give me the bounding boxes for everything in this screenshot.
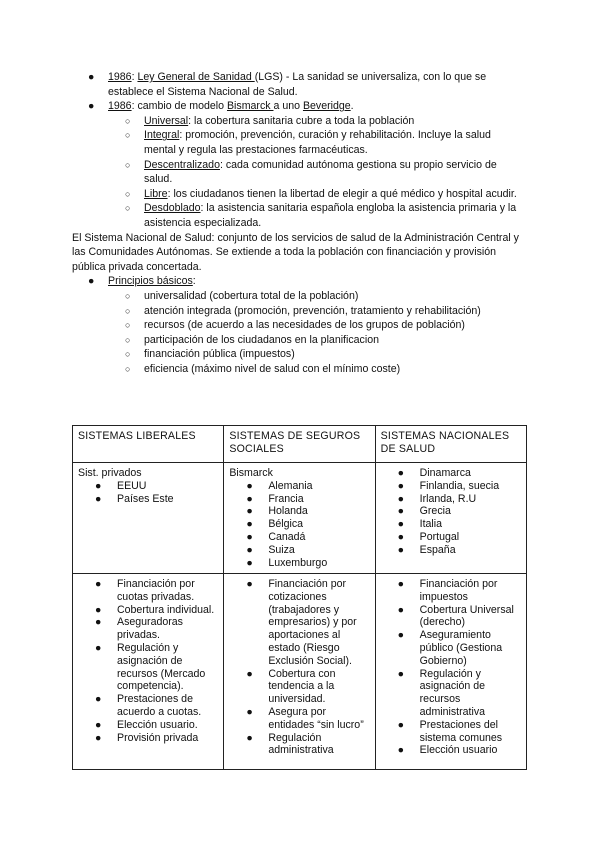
mid: a uno	[273, 100, 303, 113]
cell-title: Sist. privados	[78, 467, 142, 479]
circle-bullet-icon: ○	[125, 305, 131, 316]
basic-item: ○ financiación pública (impuestos)	[125, 348, 295, 361]
cell-seguros-features	[224, 574, 375, 770]
list-item: ● Suiza	[246, 543, 295, 556]
list-item: ● Regulación y asignación de recursos (Mercado competencia).	[95, 641, 206, 693]
list-item: ● Aseguramiento público (Gestiona Gobierno)	[397, 629, 503, 667]
basic-item: ○ universalidad (cobertura total de la población)	[125, 289, 359, 302]
intro-text: (LGS) - La sanidad se universaliza, con lo que se establece el Sistema Nacional de Salud.	[108, 71, 487, 98]
list-item: ● Holanda	[246, 505, 308, 518]
year-link[interactable]: 1986	[108, 71, 132, 83]
list-item: ● Regulación administrativa	[246, 731, 334, 757]
basic-item: ○ recursos (de acuerdo a las necesidades de los grupos de población)	[125, 319, 465, 332]
list-item: ● Asegura por entidades “sin lucro”	[246, 705, 364, 731]
list-item: ● Cobertura individual.	[95, 603, 215, 616]
systems-table	[72, 425, 527, 770]
principle-desc: : cada comunidad autónoma gestiona su propio servicio de salud.	[144, 158, 497, 186]
features-row	[73, 574, 527, 770]
colon: :	[192, 275, 196, 288]
cell-liberales-countries	[73, 463, 224, 574]
principle-term: Universal	[144, 114, 189, 127]
sep: : cambio de modelo	[131, 100, 227, 113]
basic-list	[0, 289, 600, 377]
circle-bullet-icon: ○	[125, 188, 131, 199]
principle-item	[108, 201, 522, 230]
cell-liberales-features	[73, 574, 224, 770]
list-item: ● Prestaciones de acuerdo a cuotas.	[95, 693, 202, 718]
list-item: ● Provisión privada	[95, 731, 199, 744]
list-item: ● Cobertura Universal (derecho)	[397, 603, 514, 629]
list-item: ● Países Este	[95, 492, 174, 505]
principle-desc: : los ciudadanos tienen la libertad de elegir a qué médico y hospital acudir.	[167, 187, 517, 200]
list-item: ● Irlanda, R.U	[397, 492, 477, 505]
list-item: ● EEUU	[95, 479, 147, 492]
sns-paragraph: El Sistema Nacional de Salud: conjunto de los servicios de salud de la Administración Central y las Comunidades Autónomas. Se extiende a toda la población con financiación y provisión pública privada concertada.	[72, 231, 519, 273]
principle-term: Integral	[144, 129, 180, 142]
basic-item: ○ atención integrada (promoción, prevención, tratamiento y rehabilitación)	[125, 304, 481, 317]
countries-row	[73, 463, 527, 574]
basic-item: ○ eficiencia (máximo nivel de salud con el mínimo coste)	[125, 362, 401, 375]
list-item: ● Financiación por impuestos	[397, 578, 498, 603]
basic-title: Principios básicos	[108, 275, 193, 288]
bismarck-link[interactable]: Bismarck	[226, 100, 274, 113]
list-item: ● Financiación por cuotas privadas.	[95, 578, 195, 603]
list-item: ● Grecia	[397, 505, 451, 518]
year-link[interactable]: 1986	[108, 100, 132, 113]
circle-bullet-icon: ○	[125, 334, 131, 345]
principle-term: Descentralizado	[144, 158, 220, 171]
end: .	[350, 100, 354, 113]
principles-list	[0, 114, 600, 231]
header-nacionales: SISTEMAS NACIONALES DE SALUD	[375, 426, 526, 463]
bullet-icon: ●	[88, 275, 95, 288]
basic-item: ○ participación de los ciudadanos en la planificacion	[125, 333, 379, 346]
sep: :	[131, 71, 138, 83]
header-row	[73, 426, 527, 463]
list-item: ● Elección usuario.	[95, 718, 198, 731]
basic-principles	[0, 274, 600, 289]
circle-bullet-icon: ○	[125, 203, 131, 214]
list-item: ● Elección usuario	[397, 744, 498, 757]
list-item: ● Dinamarca	[397, 467, 471, 479]
principle-desc: : promoción, prevención, curación y rehabilitación. Incluye la salud mental y regula las prestaciones farmacéuticas.	[144, 129, 491, 156]
list-item: ● Canadá	[246, 530, 306, 543]
list-item: ● Prestaciones del sistema comunes	[397, 718, 503, 744]
cell-seguros-countries	[224, 463, 375, 574]
content	[0, 70, 600, 376]
cell-nacionales-features	[375, 574, 526, 770]
header-liberales: SISTEMAS LIBERALES	[73, 426, 224, 463]
cell-nacionales-countries	[375, 463, 526, 574]
list-item: ● Aseguradoras privadas.	[95, 616, 183, 642]
beveridge-link[interactable]: Beveridge	[302, 100, 351, 113]
circle-bullet-icon: ○	[125, 115, 131, 126]
list-item: ● Financiación por cotizaciones (trabajadores y empresarios) y por aportaciones al estado (Riesgo Exclusión Social).	[246, 578, 357, 667]
list-item: ● Cobertura con tendencia a la universidad.	[246, 667, 336, 706]
principle-item	[108, 187, 522, 202]
cell-title: Bismarck	[229, 467, 273, 479]
circle-bullet-icon: ○	[125, 290, 131, 301]
list-item: ● Luxemburgo	[246, 556, 328, 569]
circle-bullet-icon: ○	[125, 130, 131, 141]
principle-desc: : la asistencia sanitaria española engloba la asistencia primaria y la asistencia especializada.	[144, 202, 517, 229]
circle-bullet-icon: ○	[125, 159, 131, 170]
principle-item	[108, 128, 522, 157]
list-item: ● España	[397, 543, 456, 556]
principle-desc: : la cobertura sanitaria cubre a toda la población	[188, 114, 415, 127]
circle-bullet-icon: ○	[125, 320, 131, 331]
circle-bullet-icon: ○	[125, 349, 131, 360]
list-item: ● Italia	[397, 518, 443, 531]
principle-term: Libre	[144, 187, 168, 200]
law-link[interactable]: Ley General de Sanidad	[137, 71, 255, 83]
bullet-icon: ●	[88, 100, 95, 113]
list-item: ● Francia	[246, 492, 304, 505]
list-item: ● Regulación y asignación de recursos administrativa	[397, 667, 486, 718]
header-seguros: SISTEMAS DE SEGUROS SOCIALES	[224, 426, 375, 463]
list-item: ● Alemania	[246, 479, 313, 492]
list-item: ● Bélgica	[246, 518, 304, 531]
principle-item	[108, 158, 522, 187]
list-item: ● Finlandia, suecia	[397, 479, 500, 492]
principle-item	[108, 114, 522, 129]
intro-item-1	[0, 70, 600, 99]
principle-term: Desdoblado	[144, 202, 201, 215]
intro-item-2	[0, 99, 600, 114]
bullet-icon: ●	[88, 71, 95, 83]
circle-bullet-icon: ○	[125, 363, 131, 374]
list-item: ● Portugal	[397, 530, 460, 543]
